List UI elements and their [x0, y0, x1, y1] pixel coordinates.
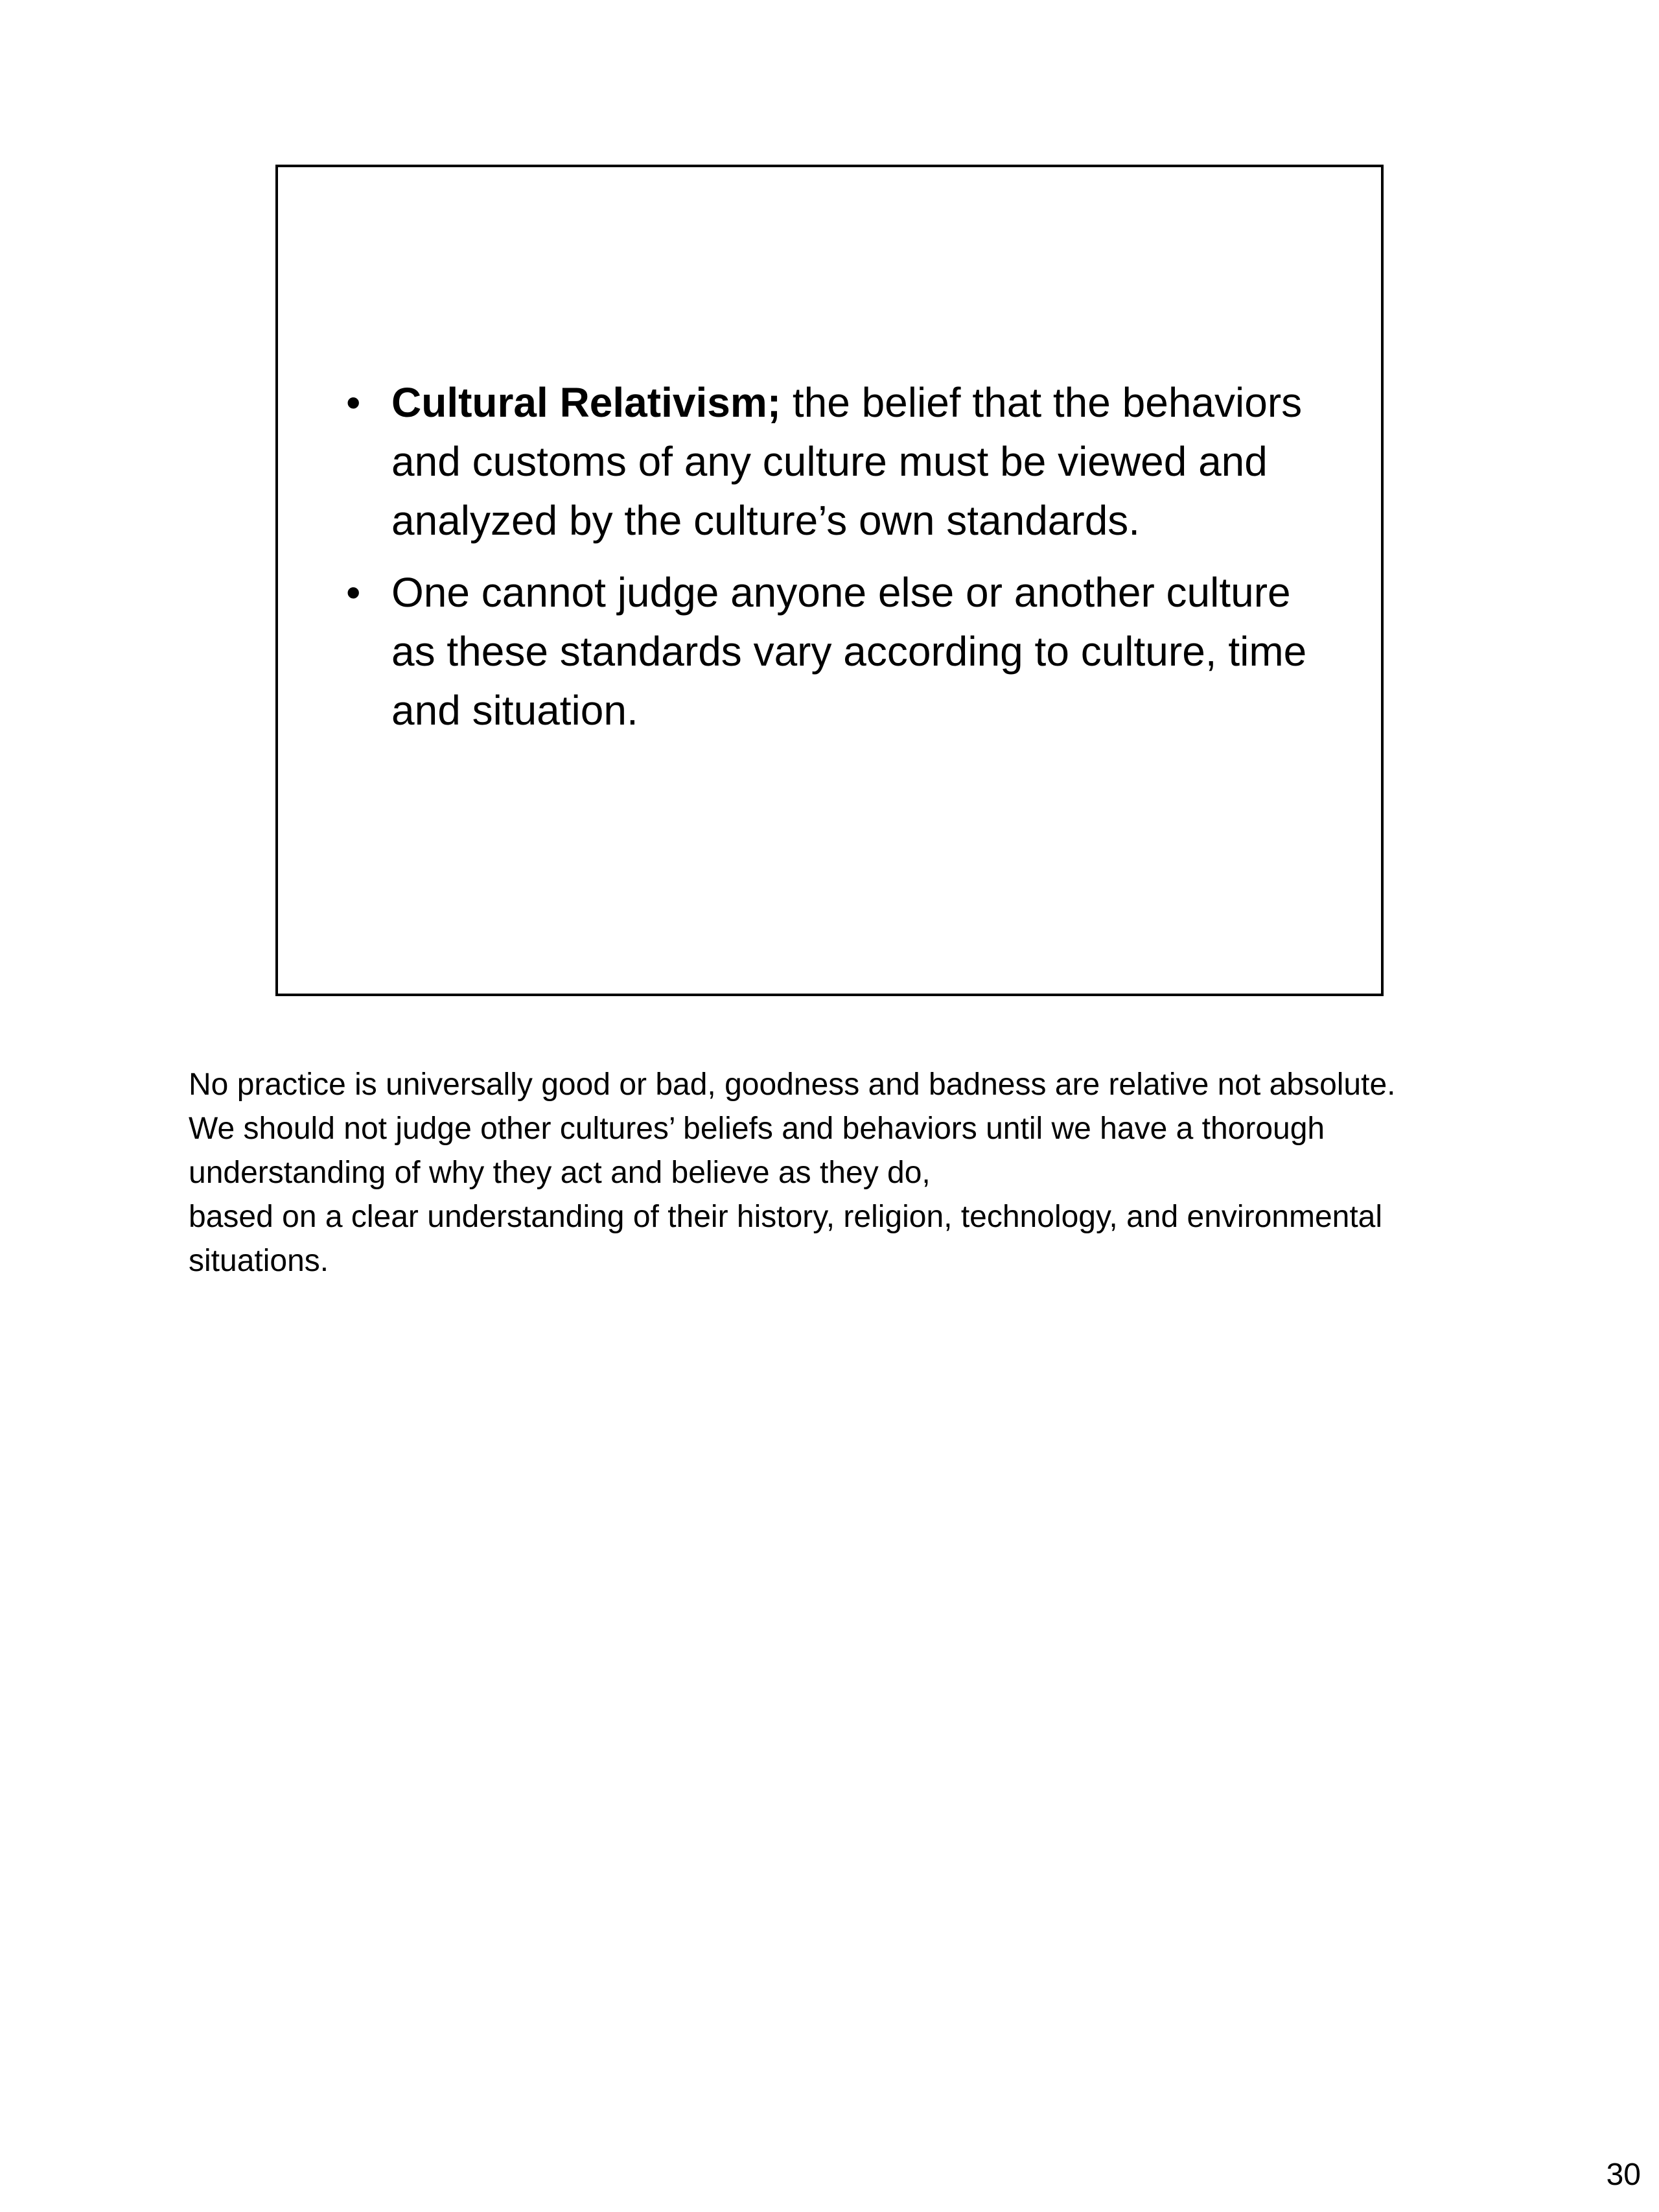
- page-number: 30: [1606, 2158, 1641, 2192]
- bullet-text: the belief that the behaviors and customs of any culture must be viewed and analyzed by the culture’s own standards.: [391, 379, 1303, 544]
- bullet-marker: •: [346, 569, 361, 616]
- bullet-term: Cultural Relativism;: [391, 379, 782, 426]
- bullet-item-judgement: [346, 563, 1318, 740]
- slide-thumbnail: [275, 165, 1384, 996]
- bullet-item-cultural-relativism: [346, 373, 1318, 550]
- note-line: based on a clear understanding of their history, religion, technology, and environmental situations.: [189, 1200, 1383, 1278]
- slide-bullet-list: [346, 373, 1318, 753]
- speaker-notes: [189, 1063, 1491, 1283]
- note-line: No practice is universally good or bad, goodness and badness are relative not absolute.: [189, 1067, 1396, 1102]
- bullet-marker: •: [346, 379, 361, 426]
- note-line: We should not judge other cultures’ beliefs and behaviors until we have a thorough understanding of why they act and believe as they do,: [189, 1112, 1325, 1190]
- bullet-text: One cannot judge anyone else or another culture as these standards vary according to culture, time and situation.: [391, 569, 1307, 734]
